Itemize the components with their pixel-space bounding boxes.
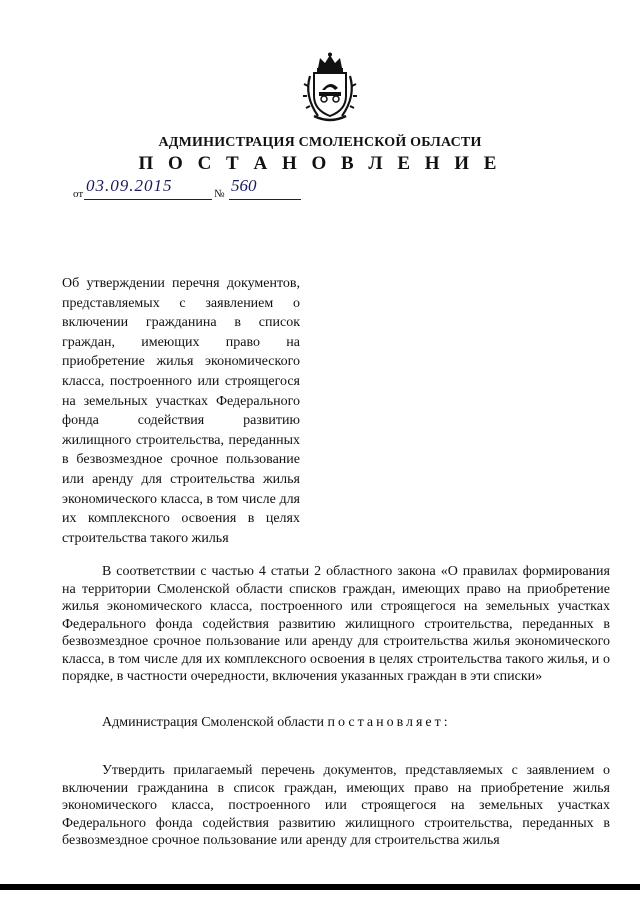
number-prefix: № [214, 188, 225, 200]
date-value: 03.09.2015 [86, 176, 173, 195]
body-paragraph: Утвердить прилагаемый перечень документов, представляемых с заявлением о включении гражданина в список граждан, имеющих право на приобретение жилья экономического класса, построенного или строящегося на земельных участках Федерального фонда содействия развитию жилищного строительства, переданных в безвозмездное срочное пользование или аренду для строительства жилья [62, 763, 610, 848]
resolution-action: постановляет: [327, 715, 451, 730]
resolution-paragraph [62, 714, 610, 732]
document-subject: Об утверждении перечня документов, представляемых с заявлением о включении гражданина в список граждан, имеющих право на приобретение жилья экономического класса, построенного или строящегося на земельных участках Федерального фонда содействия развитию жилищного строительства, переданных в безвозмездное срочное пользование или аренду для строительства жилья экономического класса, в том числе для их комплексного освоения в целях строительства такого жилья [62, 276, 300, 546]
administration-title: АДМИНИСТРАЦИЯ СМОЛЕНСКОЙ ОБЛАСТИ [158, 135, 482, 150]
page-bottom-rule [0, 884, 640, 890]
resolution-lead: Администрация Смоленской области [102, 715, 325, 730]
number-value: 560 [231, 176, 257, 195]
number-field [229, 177, 301, 200]
smolensk-coat-of-arms-icon [300, 52, 360, 124]
date-prefix: от [73, 188, 84, 200]
document-type-title: П О С Т А Н О В Л Е Н И Е [138, 153, 502, 174]
date-field [84, 177, 212, 200]
preamble-paragraph: В соответствии с частью 4 статьи 2 областного закона «О правилах формирования на территории Смоленской области списков граждан, имеющих право на приобретение жилья экономического класса, построенного или строящегося на земельных участках Федерального фонда содействия развитию жилищного строительства, переданных в безвозмездное срочное пользование или аренду для строительства жилья экономического класса, в том числе для их комплексного освоения в целях строительства такого жилья, и о порядке, в частности очередности, включения указанных граждан в эти списки» [62, 564, 610, 684]
